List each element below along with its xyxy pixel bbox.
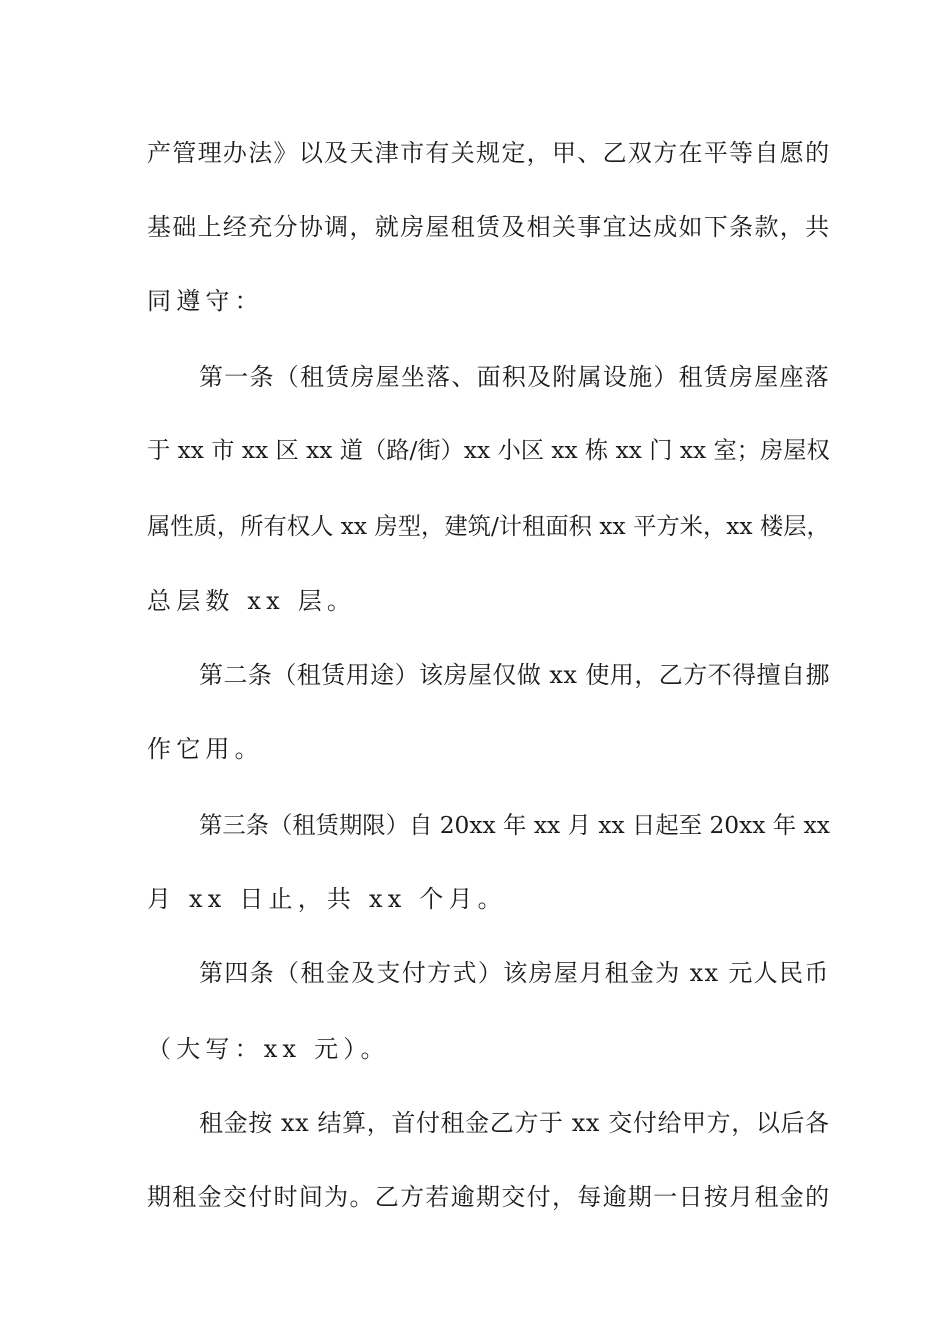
text-line: 作它用。: [147, 735, 264, 763]
article-2-heading-line: 第二条（租赁用途）该房屋仅做 xx 使用，乙方不得擅自挪: [199, 661, 830, 689]
article-4-heading-line: 第四条（租金及支付方式）该房屋月租金为 xx 元人民币: [199, 959, 830, 987]
paragraph-rent-line: 租金按 xx 结算，首付租金乙方于 xx 交付给甲方，以后各: [199, 1109, 830, 1137]
text-line: 总层数 xx 层。: [147, 587, 357, 615]
text-line: 属性质，所有权人 xx 房型，建筑/计租面积 xx 平方米，xx 楼层，: [147, 513, 830, 540]
article-3-heading-line: 第三条（租赁期限）自 20xx 年 xx 月 xx 日起至 20xx 年 xx: [199, 811, 830, 839]
text-line: 产管理办法》以及天津市有关规定，甲、乙双方在平等自愿的: [147, 139, 831, 167]
text-line: 月 xx 日止，共 xx 个月。: [147, 885, 507, 913]
text-line: 期租金交付时间为。乙方若逾期交付，每逾期一日按月租金的: [147, 1183, 831, 1211]
text-line: 基础上经充分协调，就房屋租赁及相关事宜达成如下条款，共: [147, 213, 831, 241]
text-line: 同遵守：: [147, 287, 264, 315]
article-1-heading-line: 第一条（租赁房屋坐落、面积及附属设施）租赁房屋座落: [199, 363, 830, 391]
text-line: （大写：xx 元）。: [147, 1035, 390, 1063]
text-line: 于 xx 市 xx 区 xx 道（路/街）xx 小区 xx 栋 xx 门 xx 室；房屋权: [147, 437, 830, 464]
